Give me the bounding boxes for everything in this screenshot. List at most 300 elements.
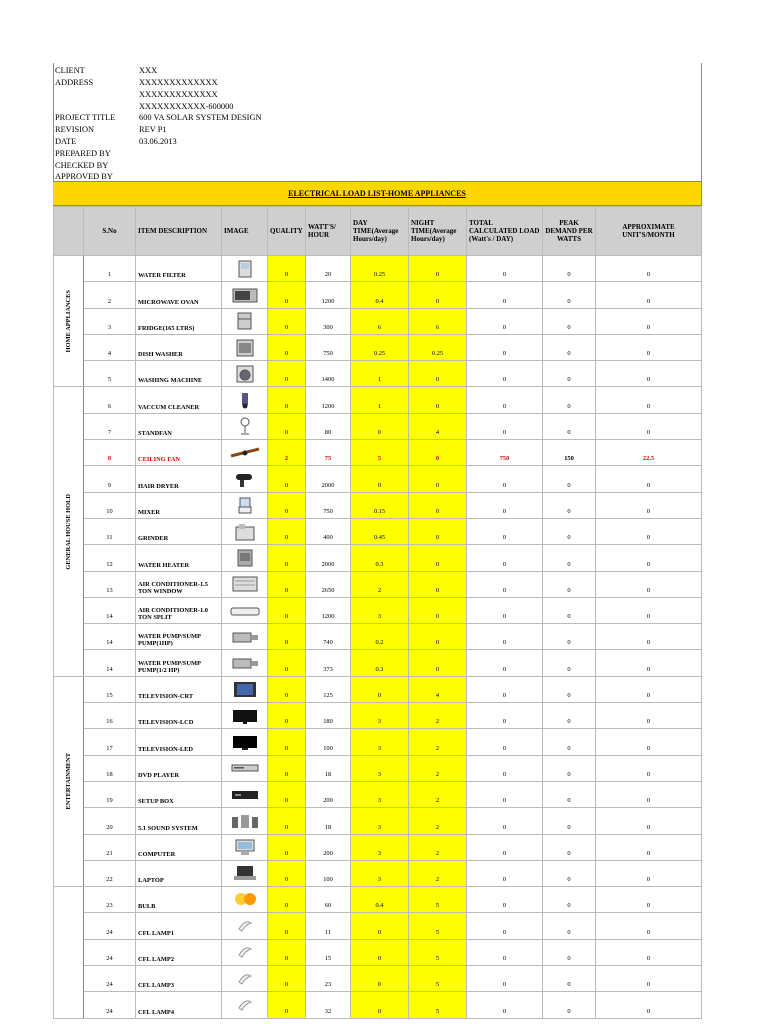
cell-watt-hour: 373 bbox=[306, 650, 351, 676]
col-image: IMAGE bbox=[222, 207, 268, 256]
grinder-icon bbox=[230, 523, 260, 541]
approved-by-label: APPROVED BY bbox=[55, 172, 113, 181]
cell-item-description: BULB bbox=[136, 887, 222, 913]
cell-sno: 19 bbox=[84, 781, 136, 807]
cell-day-time: 3 bbox=[351, 729, 409, 755]
col-units-month: APPROXIMATE UNIT'S/MONTH bbox=[596, 207, 702, 256]
cell-watt-hour: 18 bbox=[306, 808, 351, 834]
cell-watt-hour: 180 bbox=[306, 703, 351, 729]
cell-night-time: 2 bbox=[409, 703, 467, 729]
cell-night-time: 0 bbox=[409, 466, 467, 492]
project-title-value: 600 VA SOLAR SYSTEM DESIGN bbox=[139, 113, 262, 122]
cell-day-time: 0.15 bbox=[351, 492, 409, 518]
table-row bbox=[54, 361, 702, 387]
cell-quality: 0 bbox=[268, 860, 306, 886]
cell-peak-demand: 0 bbox=[543, 413, 596, 439]
cell-night-time: 5 bbox=[409, 966, 467, 992]
col-watt-hour: WATT'S/ HOUR bbox=[306, 207, 351, 256]
cell-total-load: 0 bbox=[467, 676, 543, 702]
cell-peak-demand: 0 bbox=[543, 808, 596, 834]
cell-units-month: 0 bbox=[596, 703, 702, 729]
cell-image bbox=[222, 913, 268, 939]
cell-day-time: 3 bbox=[351, 860, 409, 886]
cell-night-time: 5 bbox=[409, 939, 467, 965]
load-table bbox=[53, 206, 702, 1019]
cell-quality: 0 bbox=[268, 703, 306, 729]
date-label: DATE bbox=[55, 137, 77, 146]
table-row bbox=[54, 992, 702, 1018]
cell-night-time: 0 bbox=[409, 492, 467, 518]
cell-night-time: 0 bbox=[409, 387, 467, 413]
cell-day-time: 0 bbox=[351, 913, 409, 939]
cell-units-month: 0 bbox=[596, 650, 702, 676]
cell-peak-demand: 0 bbox=[543, 992, 596, 1018]
cell-units-month: 0 bbox=[596, 466, 702, 492]
cell-item-description: 5.1 SOUND SYSTEM bbox=[136, 808, 222, 834]
cell-item-description: SETUP BOX bbox=[136, 781, 222, 807]
group-label: HOME APPLIANCES bbox=[65, 290, 72, 353]
cell-watt-hour: 1200 bbox=[306, 282, 351, 308]
cell-peak-demand: 0 bbox=[543, 966, 596, 992]
cell-quality: 0 bbox=[268, 545, 306, 571]
cell-item-description: DVD PLAYER bbox=[136, 755, 222, 781]
cell-total-load: 0 bbox=[467, 361, 543, 387]
cell-night-time: 5 bbox=[409, 913, 467, 939]
cell-day-time: 0 bbox=[351, 992, 409, 1018]
cell-day-time: 2 bbox=[351, 571, 409, 597]
cell-sno: 13 bbox=[84, 571, 136, 597]
table-row bbox=[54, 571, 702, 597]
cell-quality: 0 bbox=[268, 282, 306, 308]
cell-day-time: 0 bbox=[351, 676, 409, 702]
cell-day-time: 1 bbox=[351, 387, 409, 413]
table-row bbox=[54, 518, 702, 544]
group-label-cell bbox=[54, 256, 84, 387]
cell-peak-demand: 0 bbox=[543, 466, 596, 492]
cell-sno: 1 bbox=[84, 256, 136, 282]
cell-night-time: 2 bbox=[409, 729, 467, 755]
cell-day-time: 0 bbox=[351, 939, 409, 965]
cfl-lamp-icon bbox=[230, 996, 260, 1014]
table-row bbox=[54, 492, 702, 518]
cell-day-time: 3 bbox=[351, 703, 409, 729]
table-row bbox=[54, 597, 702, 623]
cell-image bbox=[222, 676, 268, 702]
cell-watt-hour: 750 bbox=[306, 334, 351, 360]
cell-peak-demand: 0 bbox=[543, 518, 596, 544]
cell-item-description: CFL LAMP1 bbox=[136, 913, 222, 939]
dish-washer-icon bbox=[230, 339, 260, 357]
col-total-load: TOTAL CALCULATED LOAD (Watt's / DAY) bbox=[467, 207, 543, 256]
sound-system-icon bbox=[230, 812, 260, 830]
cell-image bbox=[222, 808, 268, 834]
cell-day-time: 0.45 bbox=[351, 518, 409, 544]
cell-quality: 0 bbox=[268, 729, 306, 755]
cell-sno: 18 bbox=[84, 755, 136, 781]
cell-units-month: 0 bbox=[596, 781, 702, 807]
cell-image bbox=[222, 729, 268, 755]
cell-night-time: 0.25 bbox=[409, 334, 467, 360]
cell-peak-demand: 0 bbox=[543, 387, 596, 413]
cell-quality: 0 bbox=[268, 597, 306, 623]
cell-item-description: DISH WASHER bbox=[136, 334, 222, 360]
cell-sno: 6 bbox=[84, 387, 136, 413]
cell-total-load: 0 bbox=[467, 545, 543, 571]
cell-total-load: 0 bbox=[467, 834, 543, 860]
cell-image bbox=[222, 308, 268, 334]
cell-night-time: 0 bbox=[409, 256, 467, 282]
load-list-sheet bbox=[53, 63, 701, 1019]
cell-quality: 0 bbox=[268, 624, 306, 650]
address-label: ADDRESS bbox=[55, 78, 94, 87]
client-label: CLIENT bbox=[55, 66, 85, 75]
cell-image bbox=[222, 518, 268, 544]
cell-quality: 0 bbox=[268, 966, 306, 992]
cell-peak-demand: 0 bbox=[543, 650, 596, 676]
cell-sno: 17 bbox=[84, 729, 136, 755]
cell-peak-demand: 0 bbox=[543, 624, 596, 650]
cell-item-description: WASHING MACHINE bbox=[136, 361, 222, 387]
group-label-cell bbox=[54, 887, 84, 1018]
computer-icon bbox=[230, 838, 260, 856]
cell-day-time: 0.3 bbox=[351, 650, 409, 676]
cell-item-description: HAIR DRYER bbox=[136, 466, 222, 492]
cell-peak-demand: 0 bbox=[543, 334, 596, 360]
cell-peak-demand: 0 bbox=[543, 571, 596, 597]
cell-watt-hour: 80 bbox=[306, 413, 351, 439]
col-sno: S.No bbox=[84, 207, 136, 256]
fridge-icon bbox=[230, 312, 260, 330]
cell-sno: 4 bbox=[84, 334, 136, 360]
table-row bbox=[54, 256, 702, 282]
washing-machine-icon bbox=[230, 365, 260, 383]
table-row bbox=[54, 860, 702, 886]
split-ac-icon bbox=[230, 602, 260, 620]
cell-total-load: 0 bbox=[467, 282, 543, 308]
cell-peak-demand: 0 bbox=[543, 282, 596, 308]
cell-item-description: LAPTOP bbox=[136, 860, 222, 886]
cell-day-time: 0.4 bbox=[351, 887, 409, 913]
cell-peak-demand: 0 bbox=[543, 676, 596, 702]
group-header bbox=[54, 207, 84, 256]
cell-quality: 0 bbox=[268, 808, 306, 834]
cell-item-description: MICROWAVE OVAN bbox=[136, 282, 222, 308]
cell-total-load: 0 bbox=[467, 755, 543, 781]
cell-total-load: 0 bbox=[467, 966, 543, 992]
cell-peak-demand: 0 bbox=[543, 834, 596, 860]
table-row bbox=[54, 834, 702, 860]
cell-item-description: CEILING FAN bbox=[136, 440, 222, 466]
cell-image bbox=[222, 860, 268, 886]
cell-item-description: FRIDGE(165 LTRS) bbox=[136, 308, 222, 334]
water-heater-icon bbox=[230, 549, 260, 567]
vacuum-cleaner-icon bbox=[230, 391, 260, 409]
cell-watt-hour: 1200 bbox=[306, 387, 351, 413]
cell-units-month: 0 bbox=[596, 334, 702, 360]
cell-image bbox=[222, 781, 268, 807]
cell-units-month: 0 bbox=[596, 992, 702, 1018]
cell-units-month: 0 bbox=[596, 966, 702, 992]
cell-total-load: 0 bbox=[467, 413, 543, 439]
cell-image bbox=[222, 334, 268, 360]
table-body bbox=[54, 256, 702, 1019]
cell-peak-demand: 0 bbox=[543, 703, 596, 729]
cell-quality: 0 bbox=[268, 413, 306, 439]
cell-units-month: 0 bbox=[596, 624, 702, 650]
cell-total-load: 0 bbox=[467, 703, 543, 729]
water-pump-icon bbox=[230, 654, 260, 672]
cell-units-month: 22.5 bbox=[596, 440, 702, 466]
col-item-description: ITEM DESCRIPTION bbox=[136, 207, 222, 256]
cell-day-time: 0.2 bbox=[351, 624, 409, 650]
table-row bbox=[54, 781, 702, 807]
cell-total-load: 0 bbox=[467, 256, 543, 282]
cell-peak-demand: 0 bbox=[543, 939, 596, 965]
cell-peak-demand: 0 bbox=[543, 913, 596, 939]
cell-watt-hour: 100 bbox=[306, 729, 351, 755]
cell-sno: 7 bbox=[84, 413, 136, 439]
cell-peak-demand: 150 bbox=[543, 440, 596, 466]
cell-peak-demand: 0 bbox=[543, 597, 596, 623]
cell-quality: 0 bbox=[268, 571, 306, 597]
cell-peak-demand: 0 bbox=[543, 729, 596, 755]
cell-watt-hour: 2000 bbox=[306, 545, 351, 571]
cell-night-time: 5 bbox=[409, 887, 467, 913]
cell-watt-hour: 75 bbox=[306, 440, 351, 466]
cell-image bbox=[222, 624, 268, 650]
cell-night-time: 0 bbox=[409, 361, 467, 387]
table-row bbox=[54, 913, 702, 939]
cell-watt-hour: 2000 bbox=[306, 466, 351, 492]
cell-day-time: 0.3 bbox=[351, 545, 409, 571]
cell-quality: 0 bbox=[268, 781, 306, 807]
date-value: 03.06.2013 bbox=[139, 137, 177, 146]
cell-quality: 0 bbox=[268, 387, 306, 413]
cell-night-time: 2 bbox=[409, 860, 467, 886]
cell-item-description: WATER FILTER bbox=[136, 256, 222, 282]
cell-peak-demand: 0 bbox=[543, 860, 596, 886]
cell-image bbox=[222, 703, 268, 729]
cell-image bbox=[222, 650, 268, 676]
water-filter-icon bbox=[230, 260, 260, 278]
document-header bbox=[53, 63, 701, 181]
cell-total-load: 0 bbox=[467, 466, 543, 492]
cell-watt-hour: 32 bbox=[306, 992, 351, 1018]
table-row bbox=[54, 650, 702, 676]
cell-total-load: 0 bbox=[467, 729, 543, 755]
cell-item-description: MIXER bbox=[136, 492, 222, 518]
cell-day-time: 3 bbox=[351, 597, 409, 623]
project-title-label: PROJECT TITLE bbox=[55, 113, 116, 122]
cell-total-load: 0 bbox=[467, 913, 543, 939]
cell-peak-demand: 0 bbox=[543, 755, 596, 781]
cell-watt-hour: 1400 bbox=[306, 361, 351, 387]
cell-night-time: 0 bbox=[409, 650, 467, 676]
cell-image bbox=[222, 571, 268, 597]
table-row bbox=[54, 282, 702, 308]
cell-units-month: 0 bbox=[596, 492, 702, 518]
cell-sno: 21 bbox=[84, 834, 136, 860]
cell-quality: 0 bbox=[268, 755, 306, 781]
cell-units-month: 0 bbox=[596, 308, 702, 334]
cell-quality: 0 bbox=[268, 887, 306, 913]
cell-watt-hour: 15 bbox=[306, 939, 351, 965]
cell-image bbox=[222, 755, 268, 781]
cell-sno: 5 bbox=[84, 361, 136, 387]
cell-quality: 0 bbox=[268, 913, 306, 939]
cell-sno: 14 bbox=[84, 597, 136, 623]
cell-total-load: 0 bbox=[467, 571, 543, 597]
cell-item-description: AIR CONDITIONER-1.0 TON SPLIT bbox=[136, 597, 222, 623]
cell-quality: 2 bbox=[268, 440, 306, 466]
cell-watt-hour: 1200 bbox=[306, 597, 351, 623]
cell-sno: 2 bbox=[84, 282, 136, 308]
cell-units-month: 0 bbox=[596, 387, 702, 413]
cell-night-time: 2 bbox=[409, 834, 467, 860]
cell-sno: 24 bbox=[84, 913, 136, 939]
cell-total-load: 0 bbox=[467, 308, 543, 334]
cell-image bbox=[222, 597, 268, 623]
table-row bbox=[54, 334, 702, 360]
led-tv-icon bbox=[230, 733, 260, 751]
cell-quality: 0 bbox=[268, 466, 306, 492]
cell-sno: 23 bbox=[84, 887, 136, 913]
address-line-1: XXXXXXXXXXXXX bbox=[139, 78, 218, 87]
cell-units-month: 0 bbox=[596, 939, 702, 965]
cell-day-time: 6 bbox=[351, 308, 409, 334]
cell-day-time: 0 bbox=[351, 413, 409, 439]
cell-sno: 16 bbox=[84, 703, 136, 729]
address-line-2: XXXXXXXXXXXXX bbox=[139, 90, 218, 99]
table-row bbox=[54, 755, 702, 781]
cell-item-description: TELEVISION-LED bbox=[136, 729, 222, 755]
cell-image bbox=[222, 282, 268, 308]
stand-fan-icon bbox=[230, 417, 260, 435]
cfl-lamp-icon bbox=[230, 970, 260, 988]
cell-night-time: 0 bbox=[409, 518, 467, 544]
cell-total-load: 0 bbox=[467, 939, 543, 965]
cell-night-time: 0 bbox=[409, 440, 467, 466]
prepared-by-label: PREPARED BY bbox=[55, 149, 111, 158]
cell-watt-hour: 200 bbox=[306, 834, 351, 860]
cell-night-time: 4 bbox=[409, 413, 467, 439]
cell-item-description: AIR CONDITIONER-1.5 TON WINDOW bbox=[136, 571, 222, 597]
cell-night-time: 4 bbox=[409, 676, 467, 702]
cell-sno: 10 bbox=[84, 492, 136, 518]
cell-quality: 0 bbox=[268, 361, 306, 387]
cell-units-month: 0 bbox=[596, 808, 702, 834]
cell-total-load: 750 bbox=[467, 440, 543, 466]
cell-night-time: 0 bbox=[409, 545, 467, 571]
cell-item-description: COMPUTER bbox=[136, 834, 222, 860]
cell-image bbox=[222, 413, 268, 439]
cell-item-description: WATER PUMP/SUMP PUMP(1/2 HP) bbox=[136, 650, 222, 676]
cell-sno: 24 bbox=[84, 939, 136, 965]
table-row bbox=[54, 440, 702, 466]
cell-sno: 24 bbox=[84, 966, 136, 992]
cell-units-month: 0 bbox=[596, 676, 702, 702]
cell-night-time: 5 bbox=[409, 992, 467, 1018]
water-pump-icon bbox=[230, 628, 260, 646]
cell-units-month: 0 bbox=[596, 597, 702, 623]
table-row bbox=[54, 729, 702, 755]
revision-label: REVISION bbox=[55, 125, 95, 134]
cell-units-month: 0 bbox=[596, 571, 702, 597]
cell-day-time: 1 bbox=[351, 361, 409, 387]
cell-total-load: 0 bbox=[467, 387, 543, 413]
cell-image bbox=[222, 256, 268, 282]
cell-units-month: 0 bbox=[596, 256, 702, 282]
cell-units-month: 0 bbox=[596, 282, 702, 308]
cell-sno: 8 bbox=[84, 440, 136, 466]
cell-peak-demand: 0 bbox=[543, 545, 596, 571]
microwave-icon bbox=[230, 286, 260, 304]
group-label-cell bbox=[54, 676, 84, 886]
cell-item-description: CFL LAMP3 bbox=[136, 966, 222, 992]
cell-item-description: TELEVISION-CRT bbox=[136, 676, 222, 702]
hair-dryer-icon bbox=[230, 470, 260, 488]
cell-quality: 0 bbox=[268, 939, 306, 965]
cell-watt-hour: 400 bbox=[306, 518, 351, 544]
cell-night-time: 2 bbox=[409, 755, 467, 781]
cell-night-time: 2 bbox=[409, 808, 467, 834]
laptop-icon bbox=[230, 864, 260, 882]
cell-quality: 0 bbox=[268, 334, 306, 360]
cell-units-month: 0 bbox=[596, 729, 702, 755]
cell-sno: 20 bbox=[84, 808, 136, 834]
cell-units-month: 0 bbox=[596, 887, 702, 913]
cell-day-time: 3 bbox=[351, 834, 409, 860]
cell-sno: 9 bbox=[84, 466, 136, 492]
cell-image bbox=[222, 887, 268, 913]
cell-total-load: 0 bbox=[467, 597, 543, 623]
cell-watt-hour: 100 bbox=[306, 860, 351, 886]
group-label: GENERAL HOUSE HOLD bbox=[65, 493, 72, 570]
table-row bbox=[54, 466, 702, 492]
cell-night-time: 0 bbox=[409, 571, 467, 597]
table-row bbox=[54, 545, 702, 571]
cell-item-description: GRINDER bbox=[136, 518, 222, 544]
crt-tv-icon bbox=[230, 680, 260, 698]
set-top-box-icon bbox=[230, 786, 260, 804]
cell-image bbox=[222, 440, 268, 466]
cell-peak-demand: 0 bbox=[543, 308, 596, 334]
cell-quality: 0 bbox=[268, 256, 306, 282]
cell-night-time: 6 bbox=[409, 308, 467, 334]
cell-watt-hour: 200 bbox=[306, 781, 351, 807]
table-row bbox=[54, 966, 702, 992]
cell-night-time: 0 bbox=[409, 624, 467, 650]
mixer-icon bbox=[230, 496, 260, 514]
cell-watt-hour: 18 bbox=[306, 755, 351, 781]
cell-quality: 0 bbox=[268, 992, 306, 1018]
cell-quality: 0 bbox=[268, 492, 306, 518]
cell-units-month: 0 bbox=[596, 755, 702, 781]
cell-total-load: 0 bbox=[467, 492, 543, 518]
ceiling-fan-icon bbox=[230, 444, 260, 462]
cell-item-description: TELEVISION-LCD bbox=[136, 703, 222, 729]
cell-day-time: 0.25 bbox=[351, 256, 409, 282]
cell-image bbox=[222, 966, 268, 992]
col-day-time: DAY TIME(Average Hours/day) bbox=[351, 207, 409, 256]
lcd-tv-icon bbox=[230, 707, 260, 725]
cell-day-time: 0.4 bbox=[351, 282, 409, 308]
cell-item-description: STANDFAN bbox=[136, 413, 222, 439]
cell-total-load: 0 bbox=[467, 992, 543, 1018]
cell-image bbox=[222, 545, 268, 571]
cell-peak-demand: 0 bbox=[543, 492, 596, 518]
cell-units-month: 0 bbox=[596, 413, 702, 439]
